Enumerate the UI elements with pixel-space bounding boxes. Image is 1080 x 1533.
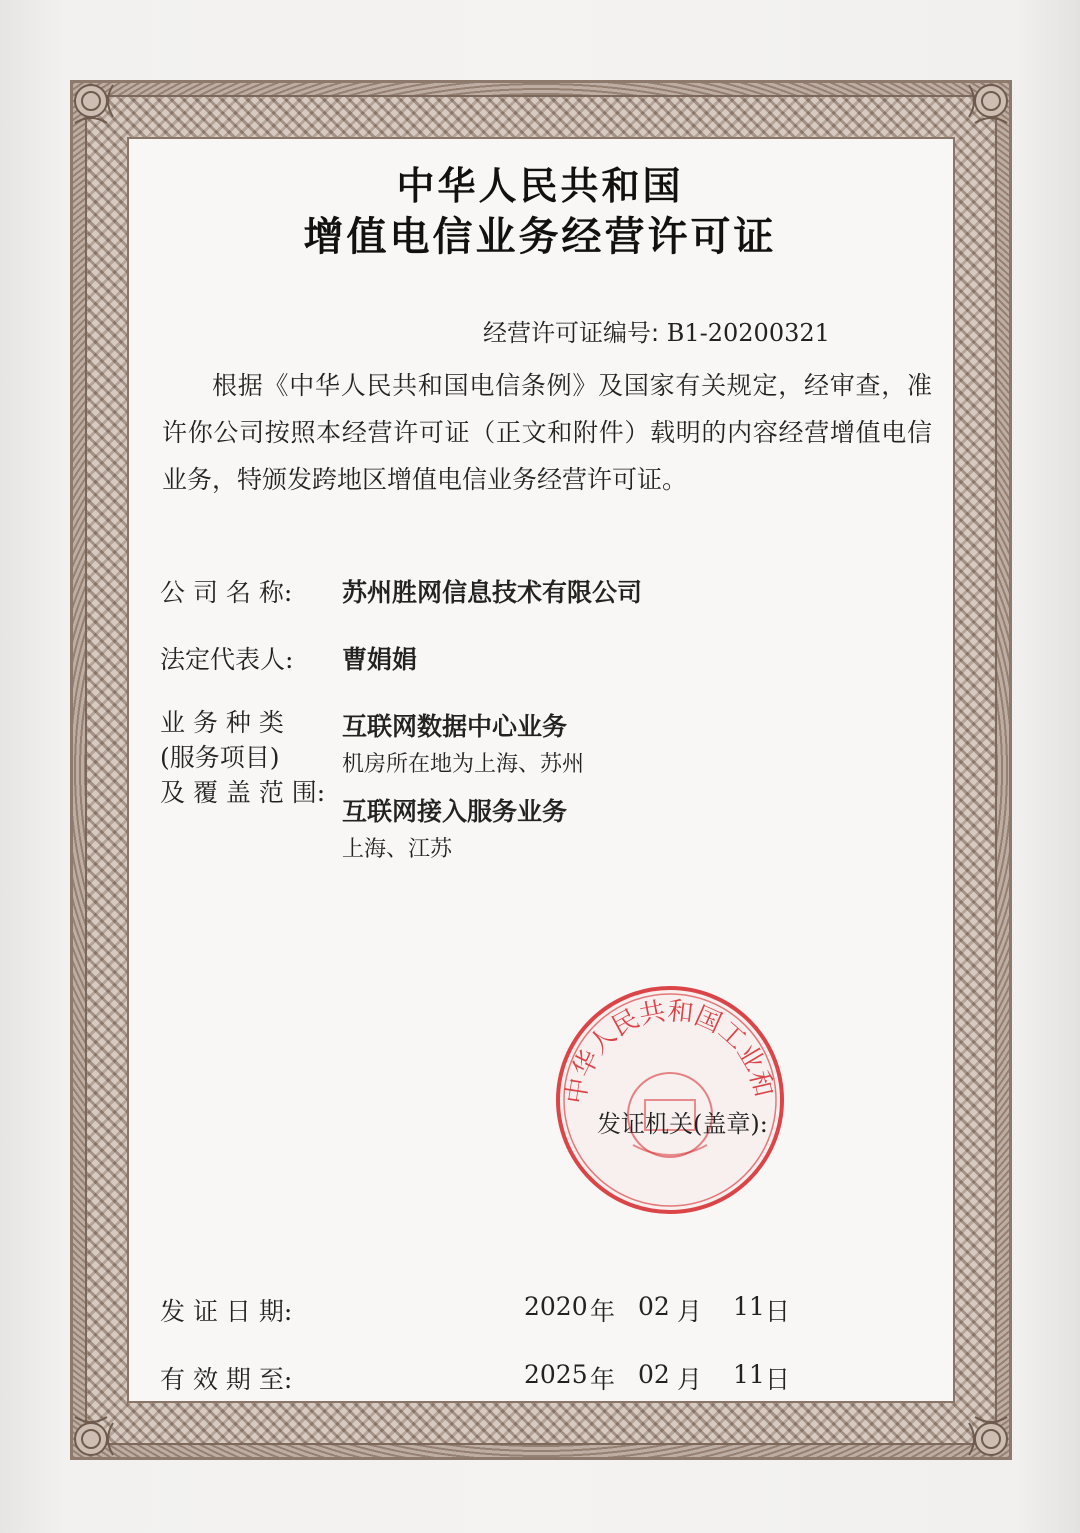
issue-date-label: 发 证 日 期: [160,1297,293,1326]
certificate-title-line2: 增值电信业务经营许可证 [303,214,777,260]
corner-ornament-icon [939,1387,1009,1457]
issue-year: 2020 [524,1292,588,1321]
valid-month: 02 [638,1360,670,1389]
issue-day: 11 [733,1292,765,1321]
valid-year: 2025 [524,1360,588,1389]
official-seal-icon [545,980,795,1220]
issue-month: 02 [638,1292,670,1321]
corner-ornament-icon [73,83,143,153]
license-number-label: 经营许可证编号: [483,319,660,347]
valid-until-label: 有 效 期 至: [160,1365,293,1394]
coverage-area: 机房所在地为上海、苏州 [342,752,585,777]
company-name-value: 苏州胜网信息技术有限公司 [342,578,643,607]
seal-text: 中华人民共和国工业和 [561,996,779,1107]
business-scope-label: 业 务 种 类 (服务项目) 及 覆 盖 范 围: [160,708,326,807]
certificate-title-line1: 中华人民共和国 [396,164,684,208]
company-name-label: 公 司 名 称: [160,578,293,607]
legal-representative-value: 曹娟娟 [342,645,418,674]
valid-day: 11 [733,1360,765,1389]
corner-ornament-icon [73,1387,143,1457]
service-name: 互联网数据中心业务 [342,712,568,741]
issuing-authority-label: 发证机关(盖章): [597,1110,768,1138]
business-scope-item [342,792,567,863]
license-number [483,313,830,348]
valid-until-row: 有 效 期 至: 2025 年 02 月 11 日 [160,1360,791,1394]
legal-representative-label: 法定代表人: [160,645,294,674]
business-scope-item [342,707,584,778]
certificate-body-text: 根据《中华人民共和国电信条例》及国家有关规定，经审查，准许你公司按照本经营许可证（正文和附件）载明的内容经营增值电信业务，特颁发跨地区增值电信业务经营许可证。 [162,371,932,494]
issue-date-row: 发 证 日 期: 2020 年 02 月 11 日 [160,1292,791,1326]
corner-ornament-icon [939,83,1009,153]
license-number-value: B1-20200321 [666,319,830,347]
service-name: 互联网接入服务业务 [342,797,568,826]
coverage-area: 上海、江苏 [342,837,453,862]
